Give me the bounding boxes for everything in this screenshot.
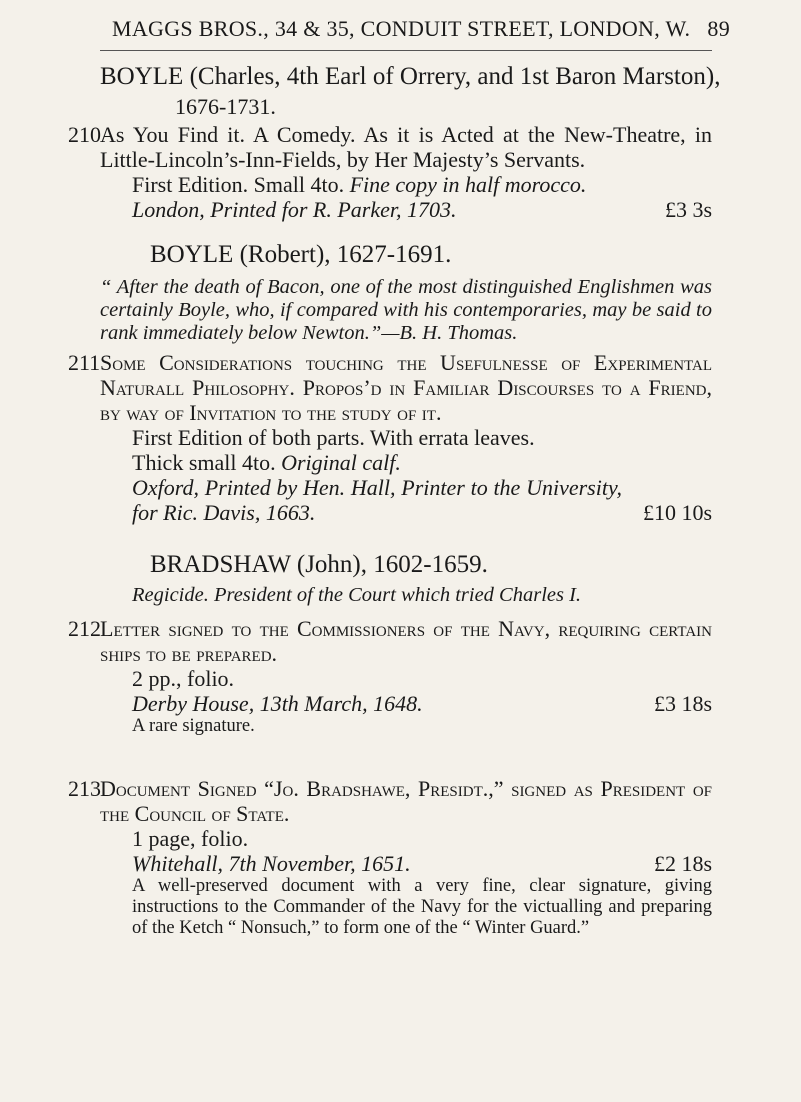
lot-title: Letter signed to the Commissioners of the Navy, requiring certain ships to be prepared.	[100, 616, 712, 666]
lot-imprint: Oxford, Printed by Hen. Hall, Printer to the University, for Ric. Davis, 1663.	[132, 475, 622, 525]
lot-number: 211	[68, 350, 101, 375]
lot-edition: First Edition. Small 4to.	[132, 172, 345, 197]
lot-price: £3 18s	[653, 691, 712, 716]
author-line: BRADSHAW (John), 1602-1659.	[150, 551, 488, 578]
lot-price: £2 18s	[653, 851, 712, 876]
lot-number: 210	[68, 122, 101, 147]
lot-title: Some Considerations touching the Usefulnesse of Experimental Naturall Philosophy. Propos’d in Familiar Discourses to a Friend, by way of Invitation to the study of it.	[100, 350, 712, 425]
lot-entry	[68, 616, 712, 737]
lot-binding: Original calf.	[281, 450, 401, 475]
lot-title: Document Signed “Jo. Bradshawe, Presidt.,” signed as President of the Council of State.	[100, 776, 712, 826]
lot-remark: A well-preserved document with a very fine, clear signature, giving instructions to the Commander of the Navy for the victualling and preparing of the Ketch “ Nonsuch,” to form one of the “ Winter Guard.”	[132, 876, 712, 938]
header-rule	[100, 50, 712, 51]
lot-binding: Fine copy in half morocco.	[349, 172, 587, 197]
lot-title: As You Find it. A Comedy. As it is Acted at the New-Theatre, in Little-Lincoln’s-Inn-Fields, by Her Majesty’s Servants.	[100, 122, 712, 172]
lot-edition: First Edition of both parts. With errata leaves.	[132, 425, 535, 450]
lot-imprint: Derby House, 13th March, 1648.	[132, 691, 423, 716]
lot-format: Thick small 4to.	[132, 450, 276, 475]
running-header	[112, 16, 730, 42]
lot-entry	[68, 776, 712, 939]
header-text: MAGGS BROS., 34 & 35, CONDUIT STREET, LONDON, W.	[112, 16, 691, 41]
lot-price: £3 3s	[664, 197, 712, 222]
author-heading	[100, 62, 720, 92]
author-line: BOYLE (Charles, 4th Earl of Orrery, and 1st Baron Marston),	[100, 63, 721, 90]
page-number: 89	[707, 16, 730, 41]
lot-format: 2 pp., folio.	[132, 666, 235, 691]
author-note: Regicide. President of the Court which tried Charles I.	[132, 584, 582, 606]
author-dates: 1676-1731.	[175, 94, 276, 119]
lot-number: 212	[68, 616, 101, 641]
lot-format: 1 page, folio.	[132, 826, 249, 851]
lot-price: £10 10s	[642, 500, 712, 525]
lot-imprint: Whitehall, 7th November, 1651.	[132, 851, 411, 876]
lot-remark: A rare signature.	[132, 716, 255, 736]
author-note: “ After the death of Bacon, one of the most distinguished Englishmen was certainly Boyle, who, if compared with his contemporaries, may be said to rank immediately below Newton.”—B. H. Thomas.	[100, 276, 712, 344]
author-heading	[150, 240, 451, 270]
lot-number: 213	[68, 776, 101, 801]
lot-entry	[68, 350, 712, 525]
author-heading	[150, 550, 488, 580]
lot-entry	[68, 122, 712, 222]
author-line: BOYLE (Robert), 1627-1691.	[150, 241, 452, 268]
lot-imprint: London, Printed for R. Parker, 1703.	[132, 197, 457, 222]
